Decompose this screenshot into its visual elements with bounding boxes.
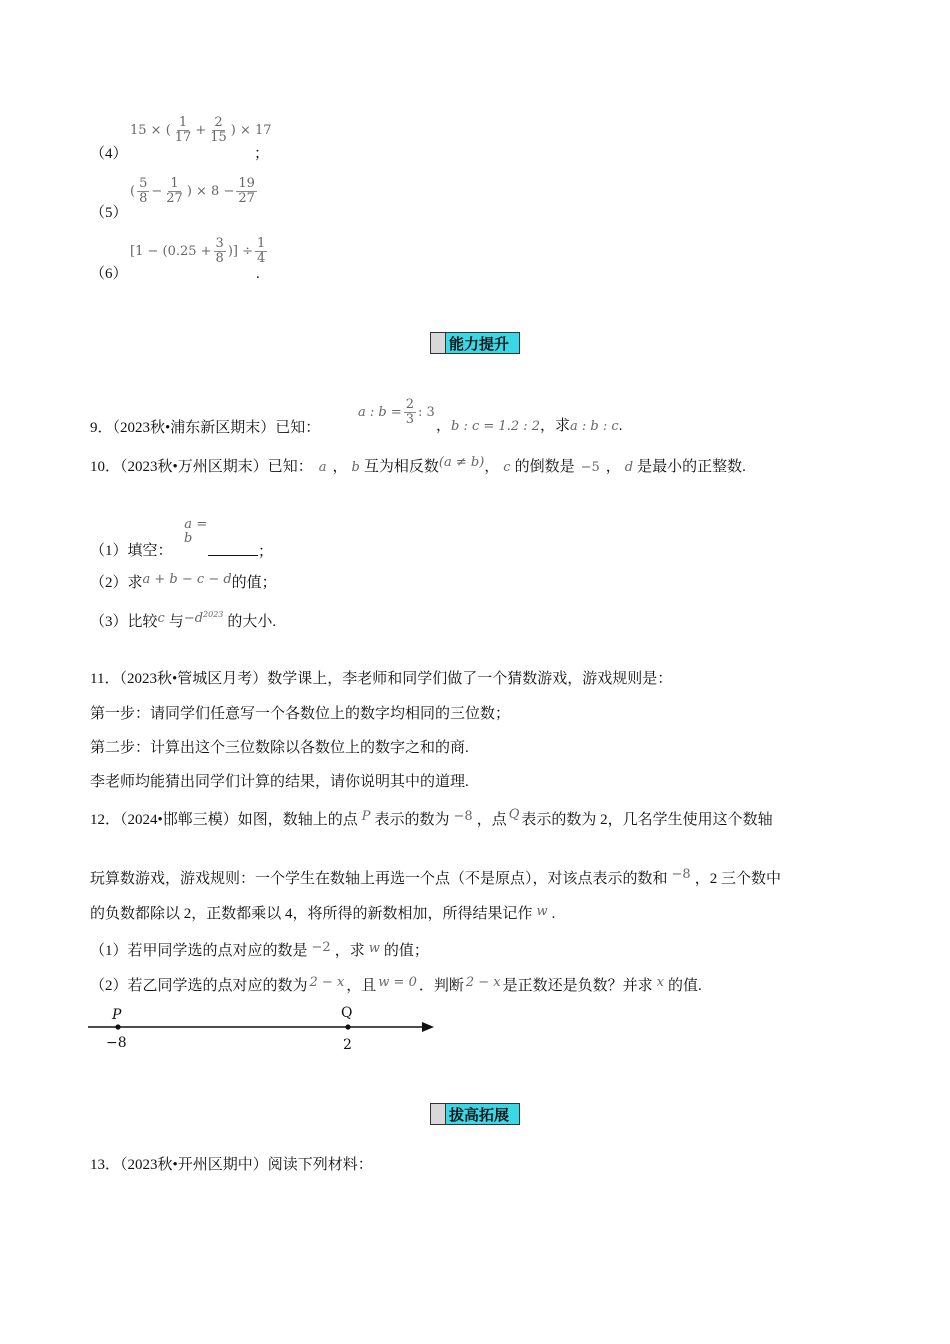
numerator: a [184,517,193,532]
equals-sign: = [196,516,208,532]
denominator: 15 [210,130,227,145]
expr-2-minus-x: 2 − x [465,975,501,990]
q10-part-1-answer [208,541,273,562]
axis-label-q: Q [341,1005,353,1021]
answer-blank[interactable] [208,541,258,556]
q10-condition: (a ≠ b) [438,455,485,470]
point-q: Q [508,807,520,822]
q9-text: 9．（2023秋•浦东新区期末）已知： [90,420,321,436]
part-label: （3）比较 [90,614,158,630]
part-text: 的大小. [227,614,277,630]
part-text: 的值； [231,575,277,591]
q12-line-3 [90,904,555,925]
q12-text: （2）若乙同学选的点对应的数为 [90,978,308,994]
point-q-dot [345,1024,350,1029]
q9-ratio-ab [358,398,435,427]
item-6-expr [130,237,269,266]
numerator: 1 [257,236,266,251]
q12-text: 表示的数为 [374,812,450,828]
denominator: 8 [139,191,148,206]
value-neg8: −8 [453,809,473,824]
numerator: 1 [178,115,188,130]
item-4-label: （4） [90,146,128,162]
q9-ratio-abc: a : b : c [570,419,619,434]
comma: ， [332,459,348,475]
var-b: b [351,460,360,475]
minus-sign: − [151,184,163,199]
item-6-end: . [256,266,260,282]
denominator: 4 [257,251,266,266]
q10-text: 是最小的正整数. [637,459,746,475]
expr-part: a : b = [358,405,402,420]
fraction [208,116,229,145]
denominator: 8 [215,251,224,266]
item-4 [90,126,128,170]
denominator: b [184,531,193,546]
q12-text: ，求 [334,943,365,959]
part-text: 与 [168,614,184,630]
axis-value-q: 2 [343,1037,352,1053]
arrow-icon [422,1022,434,1032]
numerator: 19 [238,176,255,191]
period: . [551,906,556,922]
item-5-label: （5） [90,205,128,221]
var-a: a [318,460,327,475]
q12-text: ，点 [476,812,507,828]
period: . [618,418,623,434]
q12-text: 是正数还是负数？并求 [502,978,653,994]
section-banner-ability [430,332,520,354]
exponent: 2023 [203,610,224,619]
question-13: 13．（2023秋•开州区期中）阅读下列材料： [90,1157,373,1173]
section-banner-extension [430,1103,520,1125]
banner-square [431,333,446,353]
var-x: x [656,975,664,990]
numerator: 3 [215,236,224,251]
q11-prompt: 李老师均能猜出同学们计算的结果，请你说明其中的道理. [90,774,469,790]
numerator: 2 [214,115,223,130]
fraction [255,237,267,266]
var-w: w [536,904,548,919]
comma: ， [605,459,621,475]
q10-part-1-fraction [180,518,207,546]
q10-power [184,611,224,626]
q12-part-2 [90,976,702,997]
expr-part: 15 × ( [130,123,171,138]
q12-text: 的值； [383,943,429,959]
q12-text: 12．（2024•邯郸三模）如图，数轴上的点 [90,812,358,828]
numerator: 2 [405,397,415,412]
semicolon: ； [258,544,274,560]
point-p-dot [115,1024,120,1029]
q12-line-2 [90,869,781,890]
q12-part-1 [90,941,429,962]
value-neg2: −2 [311,940,331,955]
value-neg5: −5 [580,460,600,475]
part-label: （1）填空： [90,543,173,559]
fraction [164,177,185,206]
expr-part: : 3 [418,405,435,420]
denominator: 3 [405,412,415,427]
expr-part: ) × 17 [230,123,272,138]
var-d: d [624,460,634,475]
item-5-expr [130,177,259,206]
question-12 [90,807,773,831]
q12-text: ，2 三个数中 [694,871,781,887]
fraction [236,177,257,206]
numerator: 5 [139,176,148,191]
q12-text: ．判断 [418,978,464,994]
q10-text: 的倒数是 [514,459,575,475]
item-4-end: ； [254,146,270,162]
q9-ratio-bc: b : c = 1.2 : 2 [451,419,541,434]
denominator: 27 [166,191,183,206]
plus-sign: + [195,123,207,138]
var-c: c [157,611,165,626]
section-title: 能力提升 [449,335,510,353]
point-p: P [361,809,371,824]
q10-part-2 [90,573,277,594]
comma: ， [436,418,452,434]
expr-w-eq-0: w = 0 [378,975,417,990]
q12-text: （1）若甲同学选的点对应的数是 [90,943,308,959]
item-4-expr [130,116,272,145]
item-6-label: （6） [90,266,128,282]
value-neg8: −8 [671,867,691,882]
q12-text: ，且 [346,978,377,994]
comma: ， [484,459,500,475]
q12-text: 玩算数游戏，游戏规则：一个学生在数轴上再选一个点（不是原点），对该点表示的数和 [90,871,668,887]
fraction [182,518,194,546]
fraction [214,237,226,266]
part-label: （2）求 [90,575,143,591]
section-title: 拔高拓展 [449,1106,510,1124]
question-9 [90,418,320,438]
q10-text: 10．（2023秋•万州区期末）已知： [90,459,313,475]
q11-step-1: 第一步：请同学们任意写一个各数位上的数字均相同的三位数； [90,706,511,722]
var-w: w [368,941,380,956]
denominator: 27 [238,191,255,206]
expr-2-minus-x: 2 − x [309,975,345,990]
q12-text: 表示的数为 2，几名学生使用这个数轴 [521,812,773,828]
expr-part: −d [183,611,204,626]
question-11: 11．（2023秋•管城区月考）数学课上，李老师和同学们做了一个猜数游戏，游戏规则是： [90,671,673,687]
q10-part-1 [90,541,173,561]
q10-expression: a + b − c − d [142,572,232,587]
expr-part: ) × 8 − [186,184,235,199]
q9-tail [436,416,622,437]
q10-text: 互为相反数 [363,459,439,475]
question-10 [90,457,746,478]
expr-part: [1 − (0.25 + [130,244,212,259]
number-line-figure [84,1000,444,1060]
fraction [137,177,149,206]
expr-part: ( [130,184,136,199]
banner-square [431,1104,446,1124]
var-c: c [503,460,511,475]
q11-step-2: 第二步：计算出这个三位数除以各数位上的数字之和的商. [90,740,469,756]
q12-text: 的值. [668,978,702,994]
q12-text: 的负数都除以 2，正数都乘以 4，将所得的新数相加，所得结果记作 [90,906,533,922]
axis-label-p: P [112,1007,122,1023]
numerator: 1 [170,176,179,191]
q9-ask: ，求 [540,418,571,434]
denominator: 17 [174,130,192,145]
fraction [404,398,416,427]
fraction [173,116,194,145]
q10-part-3 [90,612,276,633]
axis-value-p: −8 [106,1035,127,1051]
expr-part: )] ÷ [227,244,253,259]
